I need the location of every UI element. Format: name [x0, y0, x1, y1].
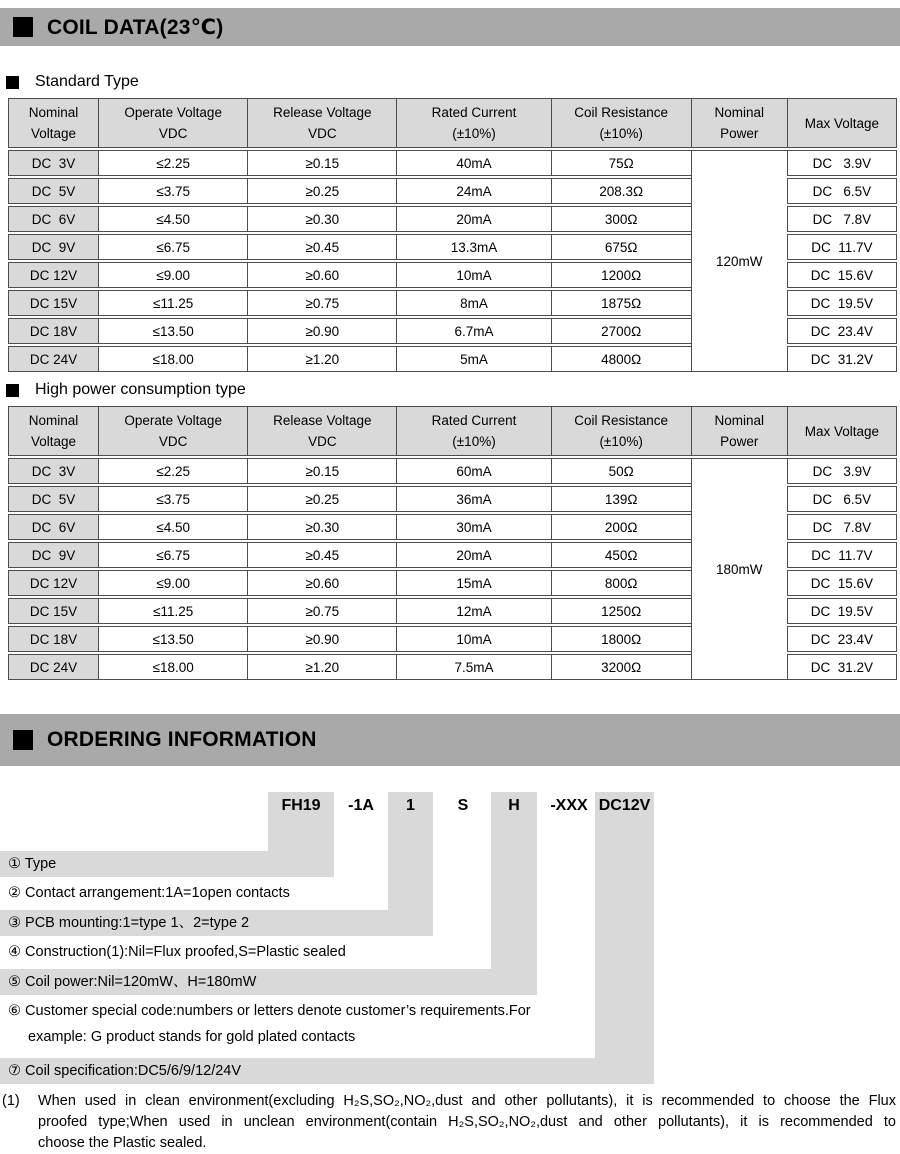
- cell-operate-voltage: ≤4.50: [98, 206, 247, 232]
- cell-nominal-voltage: DC 5V: [8, 486, 98, 512]
- ordering-row-text: example: G product stands for gold plated contacts: [28, 1029, 356, 1045]
- cell-max-voltage: DC 23.4V: [787, 626, 897, 652]
- ordering-row: [0, 939, 700, 965]
- cell-max-voltage: DC 3.9V: [787, 150, 897, 176]
- cell-operate-voltage: ≤6.75: [98, 234, 247, 260]
- black-square-icon: [13, 730, 33, 750]
- ordering-row-text: ⑤ Coil power:Nil=120mW、H=180mW: [8, 974, 257, 990]
- cell-release-voltage: ≥0.30: [247, 514, 396, 540]
- cell-nominal-voltage: DC 3V: [8, 150, 98, 176]
- column-header: Coil Resistance (±10%): [551, 98, 691, 148]
- cell-rated-current: 15mA: [396, 570, 550, 596]
- cell-coil-resistance: 450Ω: [551, 542, 691, 568]
- coil-data-title: COIL DATA(23℃): [47, 15, 224, 39]
- column-header: Nominal Voltage: [8, 98, 98, 148]
- ordering-row-text: ⑥ Customer special code:numbers or letters denote customer’s requirements.For: [8, 1003, 531, 1019]
- column-header: Operate Voltage VDC: [98, 406, 247, 456]
- cell-max-voltage: DC 6.5V: [787, 178, 897, 204]
- cell-rated-current: 36mA: [396, 486, 550, 512]
- cell-max-voltage: DC 15.6V: [787, 570, 897, 596]
- cell-release-voltage: ≥0.15: [247, 150, 396, 176]
- cell-rated-current: 40mA: [396, 150, 550, 176]
- cell-rated-current: 13.3mA: [396, 234, 550, 260]
- cell-max-voltage: DC 31.2V: [787, 654, 897, 680]
- cell-coil-resistance: 800Ω: [551, 570, 691, 596]
- footnote-line: proofed type;When used in unclean environment(contain H₂S,SO₂,NO₂,dust and other pollutants), it is recommended to: [38, 1114, 896, 1130]
- cell-max-voltage: DC 7.8V: [787, 206, 897, 232]
- coil-data-section-header: [0, 8, 900, 46]
- ordering-row: [0, 969, 700, 995]
- cell-rated-current: 20mA: [396, 542, 550, 568]
- cell-nominal-voltage: DC 3V: [8, 458, 98, 484]
- cell-operate-voltage: ≤13.50: [98, 626, 247, 652]
- black-square-icon: [6, 384, 19, 397]
- cell-coil-resistance: 200Ω: [551, 514, 691, 540]
- cell-rated-current: 60mA: [396, 458, 550, 484]
- cell-rated-current: 8mA: [396, 290, 550, 316]
- cell-coil-resistance: 2700Ω: [551, 318, 691, 344]
- column-header: Max Voltage: [787, 406, 897, 456]
- cell-release-voltage: ≥0.90: [247, 318, 396, 344]
- cell-max-voltage: DC 31.2V: [787, 346, 897, 372]
- cell-max-voltage: DC 6.5V: [787, 486, 897, 512]
- footnote-line: choose the Plastic sealed.: [38, 1135, 207, 1151]
- ordering-row-text: ⑦ Coil specification:DC5/6/9/12/24V: [8, 1063, 242, 1079]
- code-part-label: DC12V: [598, 797, 651, 814]
- cell-nominal-voltage: DC 15V: [8, 598, 98, 624]
- cell-operate-voltage: ≤3.75: [98, 486, 247, 512]
- cell-nominal-voltage: DC 5V: [8, 178, 98, 204]
- cell-release-voltage: ≥0.75: [247, 598, 396, 624]
- cell-rated-current: 12mA: [396, 598, 550, 624]
- cell-operate-voltage: ≤9.00: [98, 262, 247, 288]
- column-header: Operate Voltage VDC: [98, 98, 247, 148]
- header-row: [8, 406, 897, 456]
- cell-nominal-voltage: DC 15V: [8, 290, 98, 316]
- footnote-label: (1): [2, 1093, 20, 1109]
- cell-coil-resistance: 675Ω: [551, 234, 691, 260]
- cell-release-voltage: ≥0.25: [247, 178, 396, 204]
- standard-type-table: [8, 96, 897, 374]
- cell-max-voltage: DC 19.5V: [787, 598, 897, 624]
- high-power-label: High power consumption type: [35, 381, 246, 398]
- code-part-label: 1: [406, 797, 415, 814]
- cell-release-voltage: ≥0.30: [247, 206, 396, 232]
- cell-operate-voltage: ≤18.00: [98, 654, 247, 680]
- cell-rated-current: 7.5mA: [396, 654, 550, 680]
- cell-coil-resistance: 1250Ω: [551, 598, 691, 624]
- code-part-label: H: [508, 797, 520, 814]
- cell-coil-resistance: 75Ω: [551, 150, 691, 176]
- cell-release-voltage: ≥0.60: [247, 262, 396, 288]
- high-power-heading: [6, 381, 900, 399]
- cell-coil-resistance: 4800Ω: [551, 346, 691, 372]
- cell-max-voltage: DC 11.7V: [787, 542, 897, 568]
- cell-nominal-voltage: DC 9V: [8, 234, 98, 260]
- cell-coil-resistance: 50Ω: [551, 458, 691, 484]
- header-row: [8, 98, 897, 148]
- cell-rated-current: 10mA: [396, 626, 550, 652]
- footnote-text: [38, 1091, 896, 1154]
- code-part-label: S: [457, 797, 469, 814]
- code-part-label: -XXX: [550, 797, 588, 814]
- cell-coil-resistance: 300Ω: [551, 206, 691, 232]
- footnote-line: When used in clean environment(excluding H₂S,SO₂,NO₂,dust and other pollutants), it is recommended to choose the Flux: [38, 1093, 896, 1109]
- ordering-row-text: ④ Construction(1):Nil=Flux proofed,S=Plastic sealed: [8, 944, 346, 960]
- cell-release-voltage: ≥0.90: [247, 626, 396, 652]
- cell-coil-resistance: 1800Ω: [551, 626, 691, 652]
- ordering-row: [0, 880, 700, 906]
- footnote: [2, 1091, 896, 1154]
- cell-operate-voltage: ≤11.25: [98, 598, 247, 624]
- cell-operate-voltage: ≤6.75: [98, 542, 247, 568]
- column-header: Max Voltage: [787, 98, 897, 148]
- ordering-information-section-header: [0, 714, 900, 766]
- cell-max-voltage: DC 3.9V: [787, 458, 897, 484]
- cell-release-voltage: ≥1.20: [247, 654, 396, 680]
- column-header: Rated Current (±10%): [396, 406, 550, 456]
- cell-nominal-voltage: DC 6V: [8, 206, 98, 232]
- cell-release-voltage: ≥0.75: [247, 290, 396, 316]
- cell-nominal-power: 180mW: [691, 458, 787, 680]
- cell-max-voltage: DC 7.8V: [787, 514, 897, 540]
- cell-operate-voltage: ≤4.50: [98, 514, 247, 540]
- cell-rated-current: 6.7mA: [396, 318, 550, 344]
- column-header: Release Voltage VDC: [247, 98, 396, 148]
- cell-operate-voltage: ≤2.25: [98, 458, 247, 484]
- ordering-row: [0, 851, 700, 877]
- ordering-row-text: ① Type: [8, 856, 57, 872]
- cell-nominal-voltage: DC 24V: [8, 346, 98, 372]
- cell-max-voltage: DC 15.6V: [787, 262, 897, 288]
- cell-max-voltage: DC 19.5V: [787, 290, 897, 316]
- cell-rated-current: 5mA: [396, 346, 550, 372]
- column-header: Coil Resistance (±10%): [551, 406, 691, 456]
- cell-nominal-voltage: DC 12V: [8, 570, 98, 596]
- column-header: Nominal Power: [691, 406, 787, 456]
- code-part-label: FH19: [281, 797, 321, 814]
- cell-nominal-voltage: DC 9V: [8, 542, 98, 568]
- cell-operate-voltage: ≤13.50: [98, 318, 247, 344]
- cell-rated-current: 10mA: [396, 262, 550, 288]
- code-part-label: -1A: [348, 797, 374, 814]
- cell-nominal-power: 120mW: [691, 150, 787, 372]
- column-header: Release Voltage VDC: [247, 406, 396, 456]
- cell-max-voltage: DC 23.4V: [787, 318, 897, 344]
- column-header: Nominal Power: [691, 98, 787, 148]
- ordering-row-text: ③ PCB mounting:1=type 1、2=type 2: [8, 915, 250, 931]
- cell-max-voltage: DC 11.7V: [787, 234, 897, 260]
- cell-release-voltage: ≥0.60: [247, 570, 396, 596]
- ordering-row-text: ② Contact arrangement:1A=1open contacts: [8, 885, 290, 901]
- cell-release-voltage: ≥0.25: [247, 486, 396, 512]
- cell-operate-voltage: ≤2.25: [98, 150, 247, 176]
- cell-coil-resistance: 1200Ω: [551, 262, 691, 288]
- cell-nominal-voltage: DC 24V: [8, 654, 98, 680]
- cell-coil-resistance: 3200Ω: [551, 654, 691, 680]
- standard-type-label: Standard Type: [35, 73, 139, 90]
- ordering-row: [0, 1058, 700, 1084]
- column-header: Nominal Voltage: [8, 406, 98, 456]
- cell-operate-voltage: ≤9.00: [98, 570, 247, 596]
- ordering-code-diagram: [0, 792, 900, 1084]
- ordering-row: [0, 910, 700, 936]
- column-header: Rated Current (±10%): [396, 98, 550, 148]
- cell-coil-resistance: 1875Ω: [551, 290, 691, 316]
- table-row: [8, 458, 897, 484]
- cell-release-voltage: ≥0.15: [247, 458, 396, 484]
- cell-nominal-voltage: DC 12V: [8, 262, 98, 288]
- cell-release-voltage: ≥0.45: [247, 542, 396, 568]
- table-row: [8, 150, 897, 176]
- black-square-icon: [13, 17, 33, 37]
- cell-operate-voltage: ≤11.25: [98, 290, 247, 316]
- standard-type-heading: [6, 73, 900, 91]
- cell-release-voltage: ≥0.45: [247, 234, 396, 260]
- high-power-table: [8, 404, 897, 682]
- cell-operate-voltage: ≤18.00: [98, 346, 247, 372]
- cell-coil-resistance: 208.3Ω: [551, 178, 691, 204]
- cell-rated-current: 30mA: [396, 514, 550, 540]
- datasheet-page: [0, 8, 900, 1151]
- cell-nominal-voltage: DC 6V: [8, 514, 98, 540]
- cell-coil-resistance: 139Ω: [551, 486, 691, 512]
- cell-rated-current: 20mA: [396, 206, 550, 232]
- black-square-icon: [6, 76, 19, 89]
- ordering-information-title: ORDERING INFORMATION: [47, 728, 317, 751]
- cell-operate-voltage: ≤3.75: [98, 178, 247, 204]
- ordering-row: [0, 998, 700, 1050]
- cell-release-voltage: ≥1.20: [247, 346, 396, 372]
- cell-nominal-voltage: DC 18V: [8, 318, 98, 344]
- cell-nominal-voltage: DC 18V: [8, 626, 98, 652]
- cell-rated-current: 24mA: [396, 178, 550, 204]
